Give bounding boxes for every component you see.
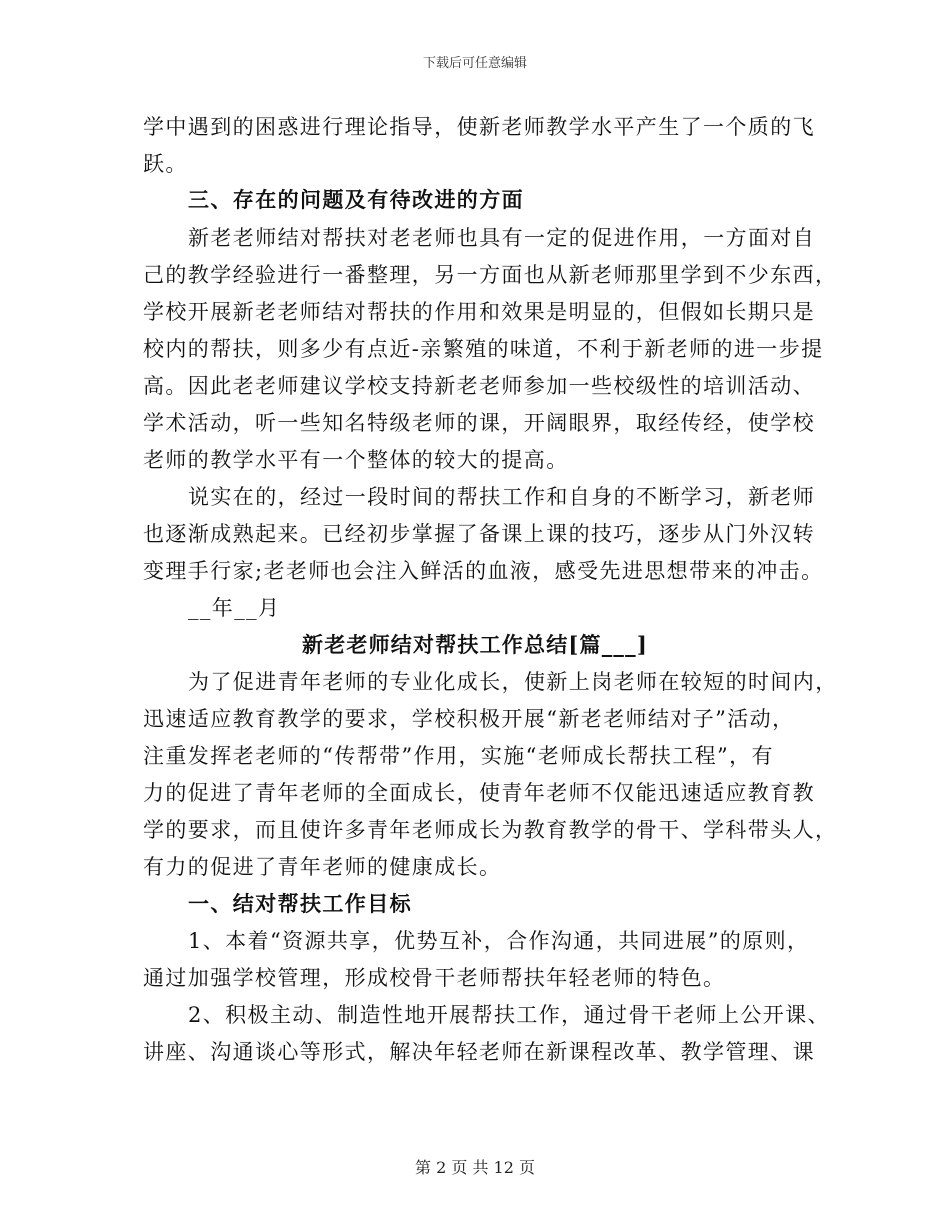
text-line: 力的促进了青年老师的全面成长，使青年老师不仅能迅速适应教育教: [143, 781, 815, 805]
text-line: 新老老师结对帮扶对老老师也具有一定的促进作用，一方面对自: [188, 226, 816, 250]
text-line: 也逐渐成熟起来。已经初步掌握了备课上课的技巧，逐步从门外汉转: [143, 522, 815, 546]
text-line: 讲座、沟通谈心等形式，解决年轻老师在新课程改革、教学管理、课: [143, 1040, 815, 1064]
text-line: 有力的促进了青年老师的健康成长。: [143, 855, 502, 879]
text-line: 为了促进青年老师的专业化成长，使新上岗老师在较短的时间内，: [188, 670, 838, 694]
text-line: 2、积极主动、制造性地开展帮扶工作，通过骨干老师上公开课、: [188, 1003, 830, 1027]
page-footer: 第 2 页 共 12 页: [415, 1158, 535, 1177]
text-line: 通过加强学校管理，形成校骨干老师帮扶年轻老师的特色。: [143, 966, 726, 990]
text-line: 学校开展新老老师结对帮扶的作用和效果是明显的，但假如长期只是: [143, 300, 815, 324]
text-line: 己的教学经验进行一番整理，另一方面也从新老师那里学到不少东西，: [143, 263, 838, 287]
text-line: 迅速适应教育教学的要求，学校积极开展“新老老师结对子”活动，: [143, 707, 795, 731]
section-heading: 三、存在的问题及有待改进的方面: [188, 187, 524, 212]
text-line: 学的要求，而且使许多青年老师成长为教育教学的骨干、学科带头人，: [143, 818, 838, 842]
text-line: 1、本着“资源共享，优势互补，合作沟通，共同进展”的原则，: [188, 929, 810, 953]
article-title: 新老老师结对帮扶工作总结[篇___]: [302, 632, 648, 657]
text-line: 学中遇到的困惑进行理论指导，使新老师教学水平产生了一个质的飞: [143, 115, 815, 139]
text-line: 注重发挥老老师的“传帮带”作用，实施“老师成长帮扶工程”，有: [143, 744, 774, 768]
text-line: 说实在的，经过一段时间的帮扶工作和自身的不断学习，新老师: [188, 485, 816, 509]
text-line: 老师的教学水平有一个整体的较大的提高。: [143, 448, 569, 472]
date-line: __年__月: [188, 596, 281, 620]
text-line: 高。因此老老师建议学校支持新老老师参加一些校级性的培训活动、: [143, 374, 815, 398]
header-note: 下载后可任意编辑: [422, 56, 527, 71]
text-line: 学术活动，听一些知名特级老师的课，开阔眼界，取经传经，使学校: [143, 411, 815, 435]
text-line: 变理手行家;老老师也会注入鲜活的血液，感受先进思想带来的冲击。: [143, 559, 824, 583]
text-line: 校内的帮扶，则多少有点近-亲繁殖的味道，不利于新老师的进一步提: [143, 337, 824, 361]
section-heading: 一、结对帮扶工作目标: [188, 891, 412, 916]
text-line: 跃。: [143, 152, 188, 176]
